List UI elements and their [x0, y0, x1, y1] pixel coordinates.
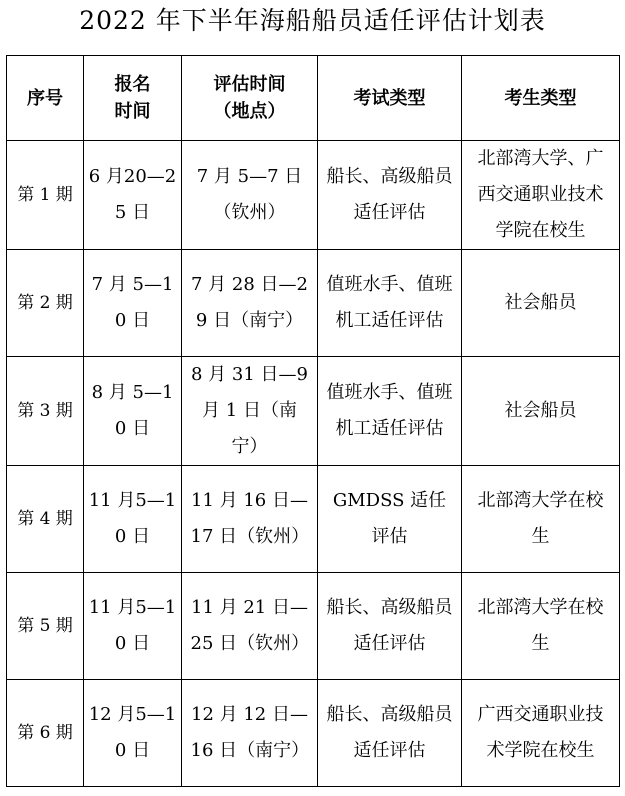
cell-evaluation: 12 月 12 日—16 日（南宁）: [182, 680, 318, 787]
header-evaluation-time: 评估时间（地点）: [182, 56, 318, 141]
cell-exam-type: 值班水手、值班机工适任评估: [318, 250, 462, 357]
cell-seq: 第 1 期: [7, 141, 84, 250]
cell-registration: 12 月5—10 日: [84, 680, 182, 787]
cell-exam-type: 船长、高级船员适任评估: [318, 573, 462, 680]
cell-exam-type: 值班水手、值班机工适任评估: [318, 357, 462, 466]
header-registration-time: 报名时间: [84, 56, 182, 141]
cell-evaluation: 11 月 21 日—25 日（钦州）: [182, 573, 318, 680]
cell-seq: 第 5 期: [7, 573, 84, 680]
table-row: [7, 141, 620, 250]
cell-registration: 8 月 5—10 日: [84, 357, 182, 466]
cell-evaluation: 7 月 5—7 日（钦州）: [182, 141, 318, 250]
cell-registration: 7 月 5—10 日: [84, 250, 182, 357]
table-row: [7, 357, 620, 466]
cell-seq: 第 2 期: [7, 250, 84, 357]
cell-evaluation: 7 月 28 日—29 日（南宁）: [182, 250, 318, 357]
cell-candidate-type: 北部湾大学、广西交通职业技术学院在校生: [462, 141, 620, 250]
evaluation-schedule-table: [6, 55, 620, 787]
header-candidate-type: 考生类型: [462, 56, 620, 141]
cell-exam-type: 船长、高级船员适任评估: [318, 141, 462, 250]
cell-seq: 第 6 期: [7, 680, 84, 787]
cell-registration: 11 月5—10 日: [84, 573, 182, 680]
cell-candidate-type: 社会船员: [462, 250, 620, 357]
cell-seq: 第 4 期: [7, 466, 84, 573]
cell-candidate-type: 北部湾大学在校生: [462, 466, 620, 573]
cell-exam-type: GMDSS 适任评估: [318, 466, 462, 573]
cell-registration: 11 月5—10 日: [84, 466, 182, 573]
document-title: 2022 年下半年海船船员适任评估计划表: [79, 6, 546, 35]
cell-registration: 6 月20—25 日: [84, 141, 182, 250]
table-row: [7, 680, 620, 787]
table-header-row: [7, 56, 620, 141]
cell-candidate-type: 北部湾大学在校生: [462, 573, 620, 680]
table-row: [7, 573, 620, 680]
cell-seq: 第 3 期: [7, 357, 84, 466]
header-seq: 序号: [7, 56, 84, 141]
header-exam-type: 考试类型: [318, 56, 462, 141]
table-row: [7, 466, 620, 573]
cell-candidate-type: 广西交通职业技术学院在校生: [462, 680, 620, 787]
cell-evaluation: 11 月 16 日—17 日（钦州）: [182, 466, 318, 573]
cell-candidate-type: 社会船员: [462, 357, 620, 466]
table-row: [7, 250, 620, 357]
cell-exam-type: 船长、高级船员适任评估: [318, 680, 462, 787]
cell-evaluation: 8 月 31 日—9 月 1 日（南宁）: [182, 357, 318, 466]
